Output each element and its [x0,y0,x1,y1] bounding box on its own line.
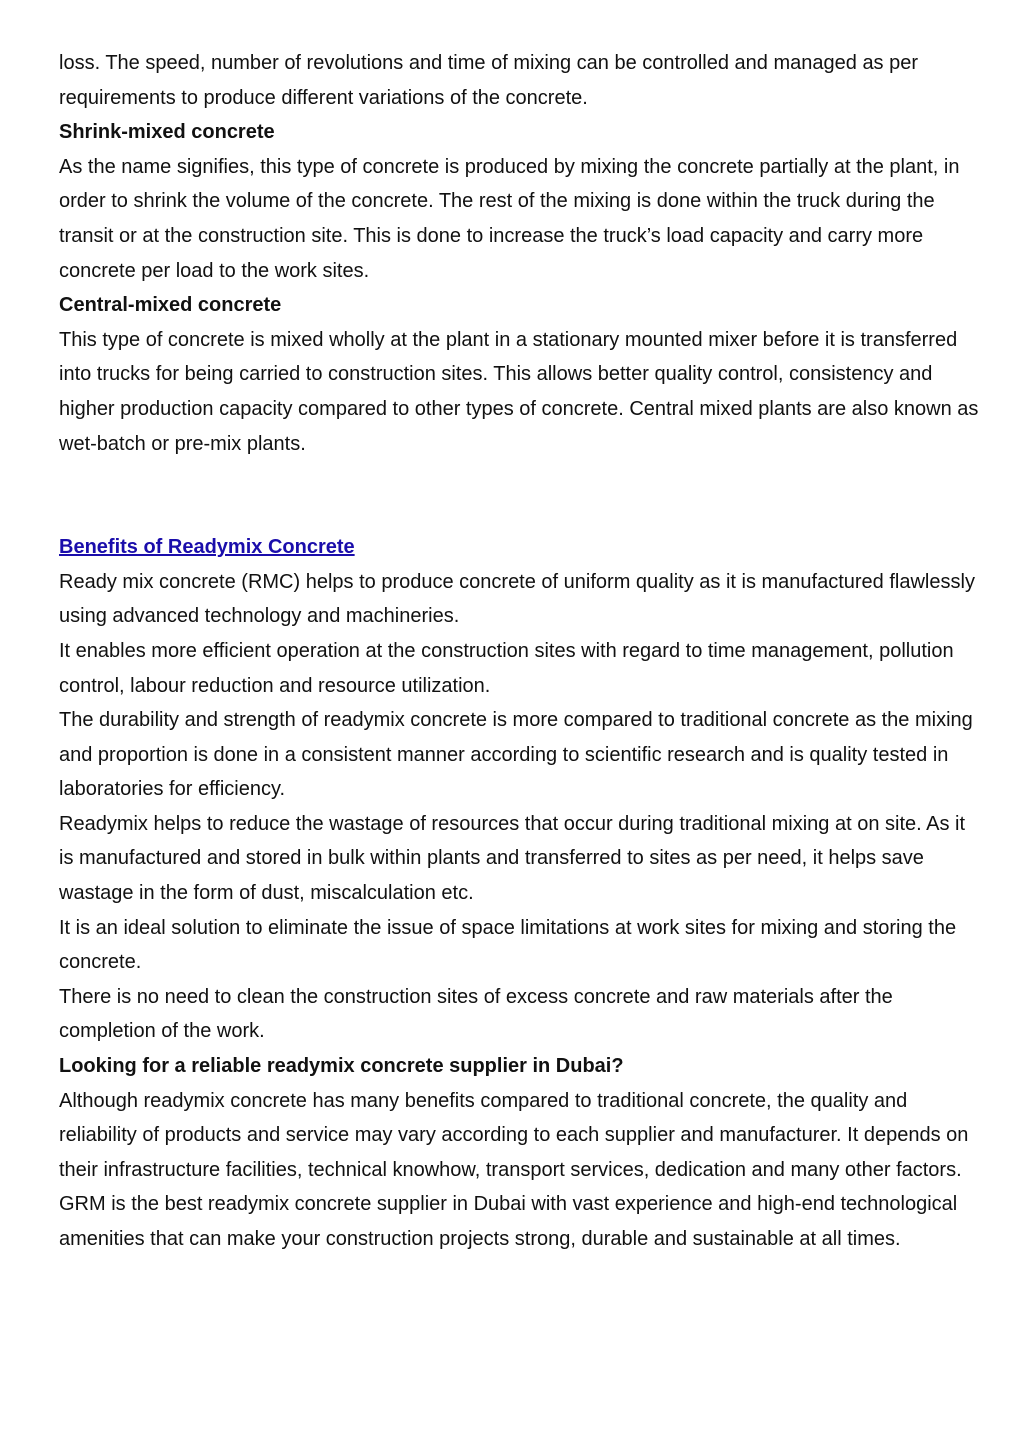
intro-paragraph: loss. The speed, number of revolutions and time of mixing can be controlled and managed as per requirements to produce different variations of the concrete. [59,52,919,109]
benefit-paragraph: Ready mix concrete (RMC) helps to produce concrete of uniform quality as it is manufactured flawlessly using advanced technology and machineries. [59,570,975,628]
benefit-paragraph: The durability and strength of readymix concrete is more compared to traditional concrete as the mixing and proportion is done in a consistent manner according to scientific research and is quality tested in laboratories for efficiency. [59,709,973,801]
central-mixed-paragraph: This type of concrete is mixed wholly at the plant in a stationary mounted mixer before it is transferred into trucks for being carried to construction sites. This allows better quality control, consistency and higher production capacity compared to other types of concrete. Central mixed plants are also known as wet-batch or pre-mix plants. [59,328,979,455]
benefit-paragraph: It enables more efficient operation at the construction sites with regard to time management, pollution control, labour reduction and resource utilization. [59,639,954,697]
document-page [59,46,979,1257]
benefit-paragraph: Readymix helps to reduce the wastage of resources that occur during traditional mixing at on site. As it is manufactured and stored in bulk within plants and transferred to sites as per need, it helps save wastage in the form of dust, miscalculation etc. [59,812,966,905]
supplier-heading: Looking for a reliable readymix concrete supplier in Dubai? [59,1055,624,1078]
central-mixed-heading: Central-mixed concrete [59,294,282,317]
benefits-link[interactable]: Benefits of Readymix Concrete [59,536,355,559]
shrink-mixed-paragraph: As the name signifies, this type of concrete is produced by mixing the concrete partially at the plant, in order to shrink the volume of the concrete. The rest of the mixing is done within the truck during the transit or at the construction site. This is done to increase the truck’s load capacity and carry more concrete per load to the work sites. [59,155,960,282]
section-gap [59,461,979,530]
benefits-heading [59,530,979,565]
supplier-paragraph: Although readymix concrete has many benefits compared to traditional concrete, the quality and reliability of products and service may vary according to each supplier and manufacturer. It depends on their infrastructure facilities, technical knowhow, transport services, dedication and many other factors. GRM is the best readymix concrete supplier in Dubai with vast experience and high-end technological amenities that can make your construction projects strong, durable and sustainable at all times. [59,1089,969,1250]
benefit-paragraph: It is an ideal solution to eliminate the issue of space limitations at work sites for mixing and storing the concrete. [59,916,957,974]
benefit-paragraph: There is no need to clean the construction sites of excess concrete and raw materials after the completion of the work. [59,985,893,1043]
shrink-mixed-heading: Shrink-mixed concrete [59,121,275,144]
